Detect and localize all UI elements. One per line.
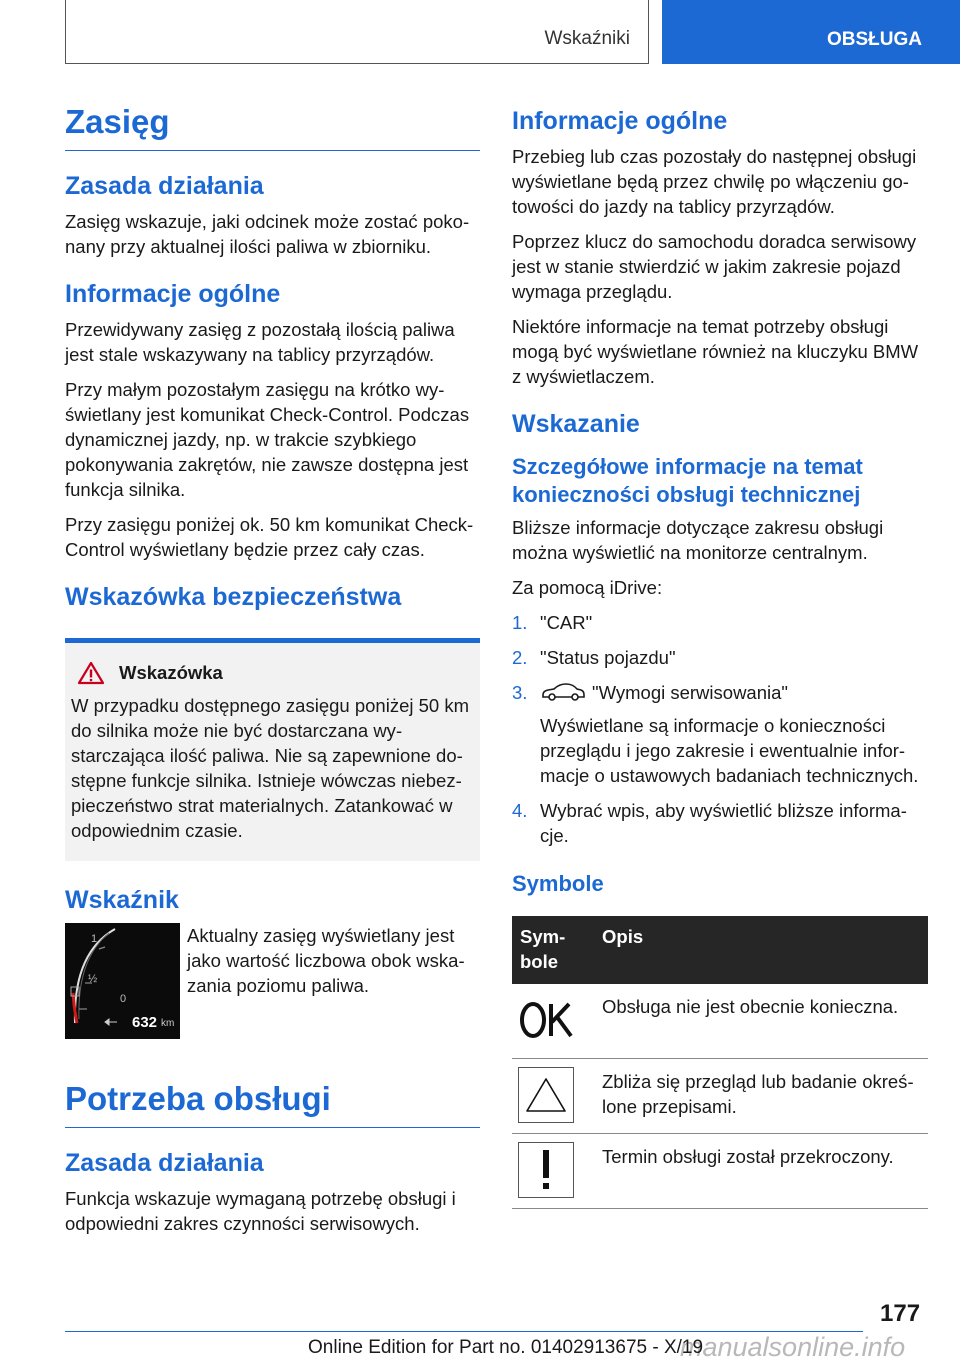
- gauge-tick-half: ½: [88, 973, 98, 985]
- paragraph: Przewidywany zasięg z pozostałą ilością paliwa jest stale wskazywany na tablicy przyrządów.: [65, 319, 455, 365]
- symbols-table: [512, 916, 928, 1209]
- heading-principle-service: Zasada działania: [65, 1149, 264, 1177]
- header-chapter-title: OBSŁUGA: [827, 29, 922, 50]
- header-section-title: Wskaźniki: [544, 28, 630, 49]
- page-number: 177: [880, 1300, 921, 1327]
- list-item: [512, 610, 928, 635]
- table-row: [512, 1134, 928, 1209]
- car-service-icon: [540, 682, 586, 702]
- paragraph: Funkcja wskazuje wymaganą potrzebę obsługi i odpowiedni zakres czynności serwisowych.: [65, 1188, 456, 1234]
- exclamation-icon: [518, 1142, 574, 1198]
- left-column: [65, 100, 480, 1246]
- gauge-tick-empty: 0: [120, 993, 127, 1005]
- footer-edition: Online Edition for Part no. 01402913675 - X/19: [308, 1337, 704, 1358]
- gauge-range-unit: km: [161, 1018, 175, 1029]
- list-item: [512, 680, 928, 788]
- warning-triangle-icon: [77, 661, 105, 685]
- gauge-tick-full: 1: [91, 933, 98, 945]
- table-row: [512, 1059, 928, 1134]
- header-chapter-tab: [662, 0, 960, 64]
- heading-indicator: Wskaźnik: [65, 886, 179, 914]
- idrive-steps-list: [512, 610, 928, 848]
- step-text: "Status pojazdu": [540, 647, 676, 668]
- heading-general-info: Informacje ogólne: [65, 280, 281, 308]
- heading-principle: Zasada działania: [65, 172, 264, 200]
- symbol-description: Obsługa nie jest obecnie konieczna.: [594, 984, 928, 1059]
- paragraph: Bliższe informacje dotyczące zakresu obsługi można wyświetlić na monitorze centralnym.: [512, 517, 884, 563]
- step-subtext: Wyświetlane są informacje o konieczności przeglądu i jego zakresie i ewentualnie informacje o ustawowych badaniach technicznych.: [540, 715, 919, 786]
- paragraph: Za pomocą iDrive:: [512, 577, 663, 598]
- list-item: [512, 798, 928, 848]
- paragraph: Niektóre informacje na temat potrzeby obsługi mogą być wyświetlane również na kluczyku BMW z wyświetlaczem.: [512, 316, 919, 387]
- page-title-service: Potrzeba obsługi: [65, 1077, 480, 1128]
- header-section-box: [65, 0, 649, 64]
- symbol-description: Termin obsługi został przekroczony.: [594, 1134, 928, 1209]
- heading-general-info-service: Informacje ogólne: [512, 107, 728, 135]
- symbol-description: Zbliża się przegląd lub badanie określone przepisami.: [594, 1059, 928, 1134]
- warning-text: W przypadku dostępnego zasięgu poniżej 50 km do silnika może nie być dostarczana wystarczająca ilość paliwa. Nie są zapewnione dostępne funkcje silnika. Istnieje wówczas niebezpieczeństwo strat materialnych. Zatankować w odpowiednim czasie.: [71, 695, 469, 841]
- step-text: "CAR": [540, 612, 593, 633]
- paragraph: Przy małym pozostałym zasięgu na krótko wyświetlany jest komunikat Check-Control. Podczas dynamicznej jazdy, np. w trakcie szybkiego pokonywania zakrętów, nie zawsze dostępna jest funkcja silnika.: [65, 379, 470, 500]
- ok-icon: [518, 992, 574, 1048]
- heading-safety-note: Wskazówka bezpieczeństwa: [65, 583, 402, 611]
- warning-triangle-icon: [518, 1067, 574, 1123]
- right-column: [512, 100, 928, 1209]
- step-number: 1.: [512, 612, 528, 633]
- paragraph: Przebieg lub czas pozostały do następnej obsługi wyświetlane będą przez chwilę po włączeniu gotowości do jazdy na tablicy przyrządów.: [512, 146, 917, 217]
- list-item: [512, 645, 928, 670]
- symbol-cell: [512, 1134, 594, 1209]
- heading-display: Wskazanie: [512, 410, 640, 438]
- step-number: 2.: [512, 647, 528, 668]
- step-number: 4.: [512, 800, 528, 821]
- warning-title: Wskazówka: [119, 662, 223, 683]
- gauge-range-value: 632: [132, 1014, 158, 1031]
- indicator-text: Aktualny zasięg wyświetlany jest jako wartość liczbowa obok wskazania poziomu paliwa.: [187, 925, 465, 996]
- paragraph: Zasięg wskazuje, jaki odcinek może zostać pokonany przy aktualnej ilości paliwa w zbiorniku.: [65, 211, 470, 257]
- warning-box: [65, 638, 480, 861]
- step-number: 3.: [512, 682, 528, 703]
- heading-symbols: Symbole: [512, 871, 604, 896]
- page-title-range: Zasięg: [65, 100, 480, 151]
- symbol-cell: [512, 1059, 594, 1134]
- table-row: [512, 984, 928, 1059]
- heading-detailed-info: Szczegółowe informacje na temat konieczności obsługi technicznej: [512, 454, 863, 507]
- watermark: manualsonline.info: [680, 1332, 906, 1362]
- step-text: Wybrać wpis, aby wyświetlić bliższe informacje.: [540, 800, 907, 846]
- table-header-symbols: Symbole: [512, 916, 594, 984]
- step-text: "Wymogi serwisowania": [592, 682, 788, 703]
- symbol-cell: [512, 984, 594, 1059]
- paragraph: Poprzez klucz do samochodu doradca serwisowy jest w stanie stwierdzić w jakim zakresie pojazd wymaga przeglądu.: [512, 231, 917, 302]
- table-header-description: Opis: [594, 916, 928, 984]
- table-header-row: [512, 916, 928, 984]
- fuel-gauge-image: [65, 923, 180, 1039]
- paragraph: Przy zasięgu poniżej ok. 50 km komunikat Check-Control wyświetlany będzie przez cały czas.: [65, 514, 474, 560]
